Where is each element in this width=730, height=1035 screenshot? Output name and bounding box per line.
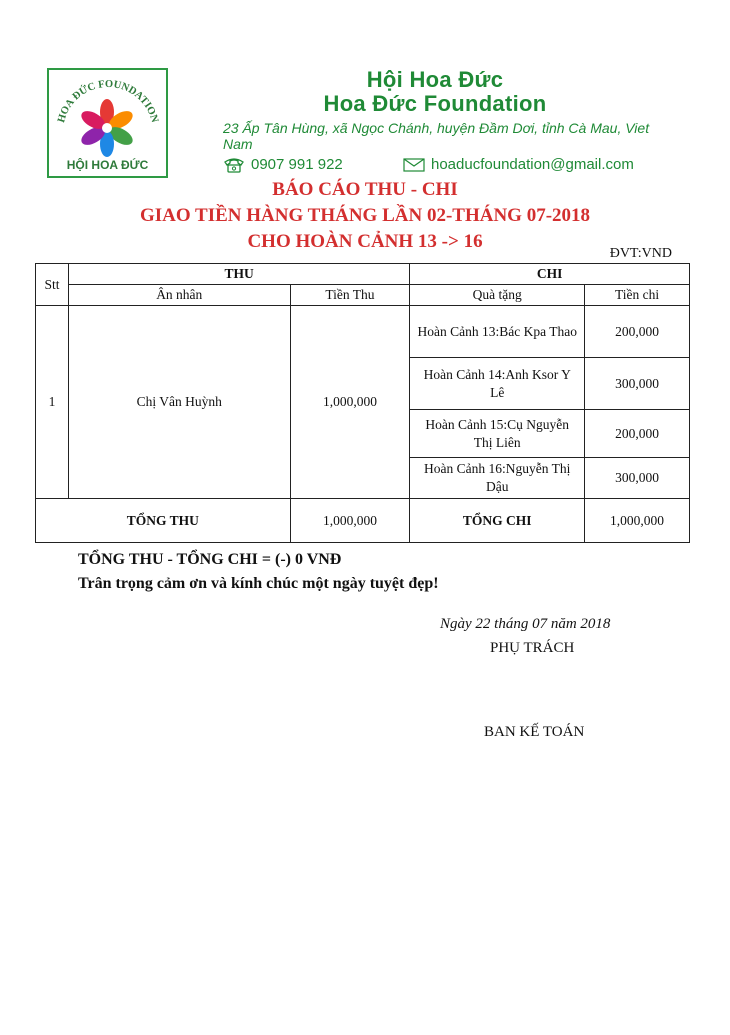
logo-bottom-text: HỘI HOA ĐỨC — [66, 158, 149, 172]
thu-header: THU — [68, 264, 409, 285]
foundation-logo — [47, 68, 168, 178]
table-header-row — [36, 264, 690, 285]
gift-amount-cell: 200,000 — [585, 306, 690, 358]
gift-name-cell: Hoàn Cảnh 16:Nguyễn Thị Dậu — [410, 458, 585, 499]
total-income-value: 1,000,000 — [290, 499, 410, 543]
title-line-3: CHO HOÀN CẢNH 13 -> 16 — [247, 231, 483, 252]
balance-line: TỔNG THU - TỔNG CHI = (-) 0 VNĐ — [78, 551, 342, 568]
contact-row — [215, 156, 655, 173]
total-expense-value: 1,000,000 — [585, 499, 690, 543]
org-address: 23 Ấp Tân Hùng, xã Ngọc Chánh, huyện Đầm Dơi, tỉnh Cà Mau, Viet Nam — [223, 120, 650, 152]
total-income-label: TỔNG THU — [36, 499, 291, 543]
income-column-header: Tiền Thu — [290, 285, 410, 306]
gift-name-cell: Hoàn Cảnh 15:Cụ Nguyễn Thị Liên — [410, 410, 585, 458]
currency-unit: ĐVT:VND — [609, 246, 672, 261]
stt-cell: 1 — [36, 306, 69, 499]
table-subheader-row — [36, 285, 690, 306]
totals-row — [36, 499, 690, 543]
report-title — [0, 177, 730, 255]
gift-name-cell: Hoàn Cảnh 13:Bác Kpa Thao — [410, 306, 585, 358]
title-line-2: GIAO TIỀN HÀNG THÁNG LẦN 02-THÁNG 07-2018 — [139, 205, 591, 226]
gift-amount-cell: 300,000 — [585, 458, 690, 499]
gift-column-header: Quà tặng — [410, 285, 585, 306]
phone-number: 0907 991 922 — [251, 156, 343, 173]
gift-name-cell: Hoàn Cảnh 14:Anh Ksor Y Lê — [410, 358, 585, 410]
table-row — [36, 306, 690, 358]
accounting-title: BAN KẾ TOÁN — [484, 724, 585, 740]
phone-icon — [223, 157, 245, 173]
logo-arc-text: HOA ĐỨC FOUNDATION — [56, 78, 160, 124]
donor-cell: Chị Vân Huỳnh — [68, 306, 290, 499]
income-cell: 1,000,000 — [290, 306, 410, 499]
gift-amount-cell: 200,000 — [585, 410, 690, 458]
stt-header: Stt — [36, 264, 69, 306]
summary-block — [78, 548, 439, 596]
org-name-en: Hoa Đức Foundation — [323, 91, 547, 116]
title-line-1: BÁO CÁO THU - CHI — [272, 179, 458, 200]
email-address[interactable]: hoaducfoundation@gmail.com — [431, 156, 634, 173]
chi-header: CHI — [410, 264, 690, 285]
email-contact — [403, 156, 634, 173]
signature-block — [440, 612, 610, 744]
income-expense-table — [35, 263, 690, 543]
phone-contact — [223, 156, 403, 173]
donor-column-header: Ân nhân — [68, 285, 290, 306]
gift-amount-cell: 300,000 — [585, 358, 690, 410]
total-expense-label: TỔNG CHI — [410, 499, 585, 543]
thanks-line: Trân trọng cảm ơn và kính chúc một ngày tuyệt đẹp! — [78, 575, 439, 592]
responsible-title: PHỤ TRÁCH — [490, 640, 575, 656]
org-header — [215, 68, 655, 173]
report-date: Ngày 22 tháng 07 năm 2018 — [440, 616, 611, 632]
expense-column-header: Tiền chi — [585, 285, 690, 306]
envelope-icon — [403, 158, 425, 172]
org-name-vi: Hội Hoa Đức — [366, 67, 504, 92]
